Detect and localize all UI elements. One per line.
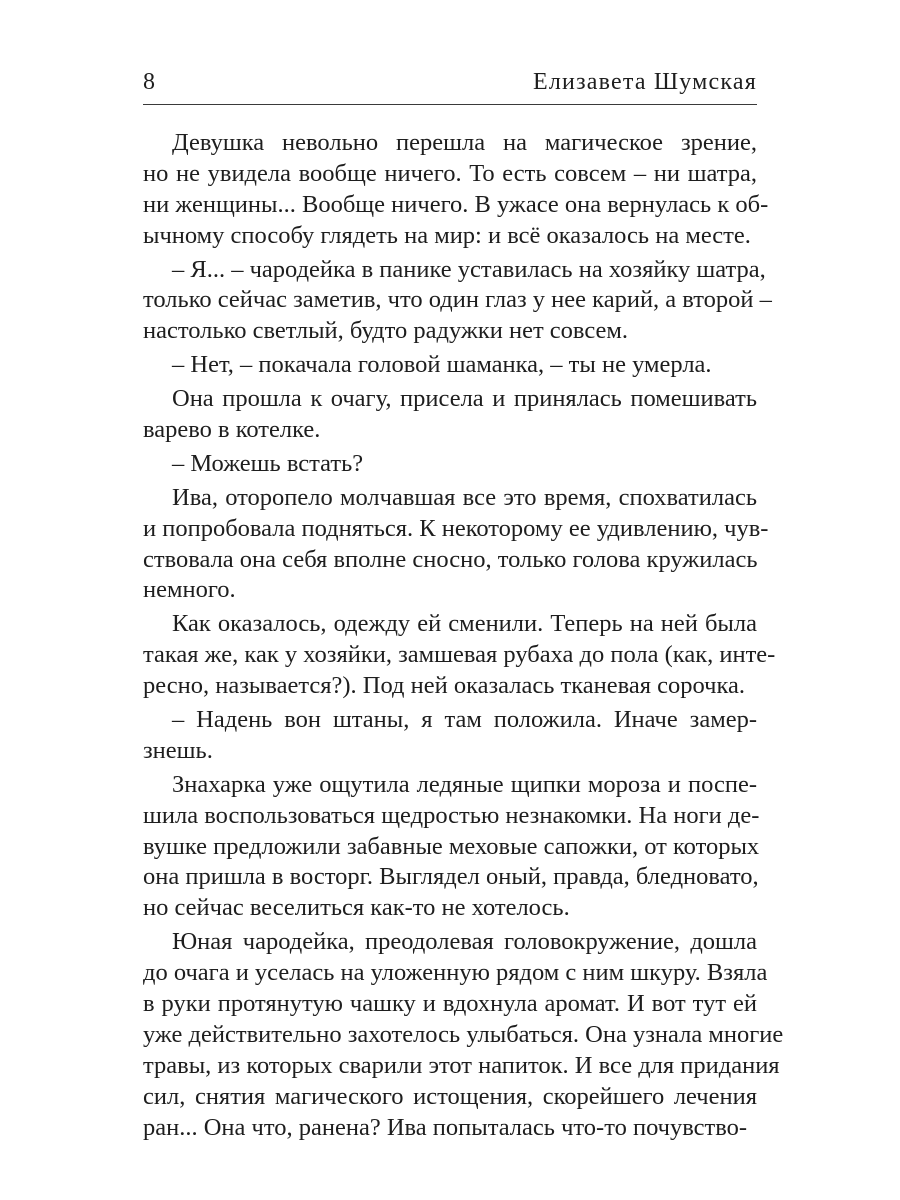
- text-line: но сейчас веселиться как-то не хотелось.: [143, 894, 570, 922]
- text-line: Она прошла к очагу, присела и принялась помешивать: [172, 385, 757, 413]
- text-line: варево в котелке.: [143, 416, 321, 444]
- text-line: Как оказалось, одежду ей сменили. Теперь на ней была: [172, 610, 757, 638]
- text-line: Ива, оторопело молчавшая все это время, спохватилась: [172, 483, 757, 511]
- text-line: сил, снятия магического истощения, скорейшего лечения: [143, 1082, 757, 1110]
- text-line: ычному способу глядеть на мир: и всё оказалось на месте.: [143, 221, 751, 249]
- text-line: такая же, как у хозяйки, замшевая рубаха до пола (как, инте-: [143, 641, 776, 669]
- body-text: [143, 128, 784, 1144]
- header-rule: [143, 104, 757, 105]
- text-line: Девушка невольно перешла на магическое зрение,: [172, 129, 757, 156]
- text-line: ран... Она что, ранена? Ива попыталась что-то почувство-: [143, 1113, 748, 1141]
- text-line: в руки протянутую чашку и вдохнула аромат. И вот тут ей: [143, 990, 757, 1018]
- text-line: – Надень вон штаны, я там положила. Иначе замер-: [172, 706, 757, 734]
- text-line: травы, из которых сварили этот напиток. И все для придания: [143, 1051, 780, 1079]
- text-line: знешь.: [143, 736, 213, 764]
- text-line: но не увидела вообще ничего. То есть совсем – ни шатра,: [143, 159, 757, 187]
- text-line: ствовала она себя вполне сносно, только голова кружилась: [143, 545, 758, 573]
- paragraph: [143, 384, 757, 446]
- text-line: до очага и уселась на уложенную рядом с ним шкуру. Взяла: [143, 959, 768, 987]
- paragraph: [143, 255, 772, 348]
- running-head: [143, 66, 757, 98]
- text-line: уже действительно захотелось улыбаться. Она узнала многие: [143, 1020, 784, 1048]
- text-line: только сейчас заметив, что один глаз у нее карий, а второй –: [143, 286, 772, 314]
- text-line: она пришла в восторг. Выглядел оный, правда, бледновато,: [143, 863, 759, 891]
- text-line: вушке предложили забавные меховые сапожки, от которых: [143, 832, 760, 860]
- text-line: и попробовала подняться. К некоторому ее удивлению, чув-: [143, 514, 769, 542]
- text-line: настолько светлый, будто радужки нет совсем.: [143, 317, 629, 345]
- text-line: – Можешь встать?: [172, 449, 364, 477]
- text-line: шила воспользоваться щедростью незнакомки. На ноги де-: [143, 801, 760, 829]
- paragraph: [143, 350, 757, 381]
- text-line: немного.: [143, 576, 236, 604]
- text-line: Знахарка уже ощутила ледяные щипки мороза и поспе-: [172, 770, 757, 798]
- paragraph: [143, 609, 776, 702]
- paragraph: [143, 128, 769, 252]
- paragraph: [143, 770, 760, 924]
- page-number: 8: [143, 69, 155, 95]
- text-line: – Нет, – покачала головой шаманка, – ты не умерла.: [172, 351, 712, 379]
- paragraph: [143, 483, 769, 607]
- text-line: Юная чародейка, преодолевая головокружение, дошла: [172, 928, 757, 956]
- text-line: – Я... – чародейка в панике уставилась на хозяйку шатра,: [172, 255, 766, 283]
- text-line: ни женщины... Вообще ничего. В ужасе она вернулась к об-: [143, 190, 769, 218]
- paragraph: [143, 449, 757, 480]
- running-head-author: Елизавета Шумская: [532, 69, 757, 95]
- text-line: ресно, называется?). Под ней оказалась тканевая сорочка.: [143, 672, 745, 700]
- paragraph: [143, 927, 784, 1143]
- paragraph: [143, 705, 757, 767]
